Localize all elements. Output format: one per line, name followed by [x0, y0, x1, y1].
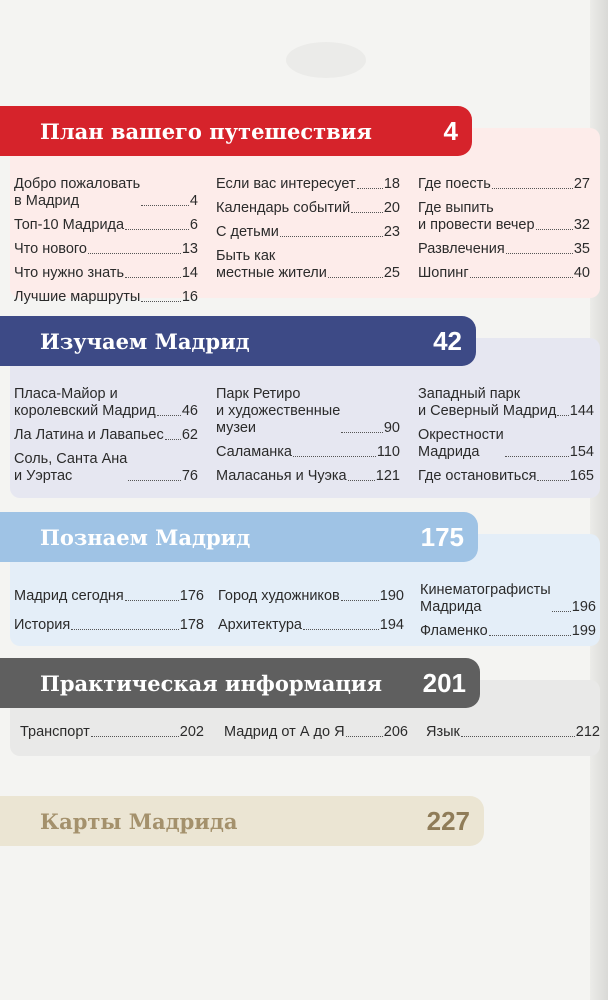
explore-col-3	[418, 386, 594, 492]
toc-entry[interactable]: Парк Ретиро и художественные музеи 90	[216, 386, 400, 436]
toc-entry[interactable]: С детьми 23	[216, 224, 400, 240]
section-maps-title: Карты Мадрида	[40, 808, 238, 834]
toc-entry[interactable]: Саламанка 110	[216, 444, 400, 460]
plan-col-3	[418, 176, 590, 313]
section-practical-entries	[0, 724, 600, 748]
section-plan-entries	[0, 176, 600, 313]
section-explore-banner[interactable]	[0, 316, 476, 366]
plan-col-2	[216, 176, 400, 313]
toc-entry[interactable]: Где остановиться 165	[418, 468, 594, 484]
toc-entry[interactable]: Западный парк и Северный Мадрид 144	[418, 386, 594, 419]
know-col-3	[420, 582, 596, 647]
section-practical	[0, 658, 600, 748]
practical-col-2	[224, 724, 408, 748]
toc-entry[interactable]: Ла Латина и Лавапьес 62	[14, 427, 198, 443]
toc-entry[interactable]: Шопинг 40	[418, 265, 590, 281]
section-practical-page: 201	[422, 667, 466, 698]
toc-entry[interactable]: Добро пожаловать в Мадрид 4	[14, 176, 198, 209]
toc-entry[interactable]: Маласанья и Чуэка 121	[216, 468, 400, 484]
section-maps-banner[interactable]	[0, 796, 484, 846]
toc-entry[interactable]: Что нужно знать 14	[14, 265, 198, 281]
section-know-page: 175	[420, 521, 464, 552]
toc-entry[interactable]: История 178	[14, 617, 204, 633]
toc-entry[interactable]: Если вас интересует 18	[216, 176, 400, 192]
toc-entry[interactable]: Что нового 13	[14, 241, 198, 257]
toc-entry[interactable]: Окрестности Мадрида 154	[418, 427, 594, 460]
practical-col-3	[426, 724, 600, 748]
toc-entry[interactable]: Мадрид сегодня 176	[14, 588, 204, 604]
section-practical-banner[interactable]	[0, 658, 480, 708]
toc-entry[interactable]: Город художников 190	[218, 588, 404, 604]
section-explore-page: 42	[433, 325, 462, 356]
section-maps	[0, 796, 600, 846]
section-explore-entries	[0, 386, 600, 492]
plan-col-1	[14, 176, 198, 313]
section-maps-page: 227	[426, 805, 470, 836]
section-plan-title: План вашего путешествия	[40, 118, 372, 144]
publisher-logo-icon	[286, 42, 366, 78]
section-explore	[0, 316, 600, 492]
toc-entry[interactable]: Фламенко 199	[420, 623, 596, 639]
toc-entry[interactable]: Лучшие маршруты 16	[14, 289, 198, 305]
section-practical-title: Практическая информация	[40, 670, 383, 696]
section-plan	[0, 106, 600, 313]
section-plan-page: 4	[443, 115, 458, 146]
know-col-2	[218, 582, 404, 647]
toc-entry[interactable]: Соль, Санта Ана и Уэртас 76	[14, 451, 198, 484]
section-know-entries	[0, 582, 600, 647]
section-know-banner[interactable]	[0, 512, 478, 562]
section-explore-title: Изучаем Мадрид	[40, 328, 250, 354]
toc-entry[interactable]: Кинематографисты Мадрида 196	[420, 582, 596, 615]
toc-entry[interactable]: Пласа-Майор и королевский Мадрид 46	[14, 386, 198, 419]
section-know-title: Познаем Мадрид	[40, 524, 251, 550]
toc-entry[interactable]: Топ-10 Мадрида 6	[14, 217, 198, 233]
toc-entry[interactable]: Мадрид от А до Я 206	[224, 724, 408, 740]
toc-entry[interactable]: Транспорт 202	[20, 724, 204, 740]
know-col-1	[14, 582, 204, 647]
explore-col-1	[14, 386, 198, 492]
toc-entry[interactable]: Развлечения 35	[418, 241, 590, 257]
toc-entry[interactable]: Архитектура 194	[218, 617, 404, 633]
section-know	[0, 512, 600, 647]
toc-entry[interactable]: Быть как местные жители 25	[216, 248, 400, 281]
toc-entry[interactable]: Где выпить и провести вечер 32	[418, 200, 590, 233]
explore-col-2	[216, 386, 400, 492]
practical-col-1	[20, 724, 204, 748]
toc-entry[interactable]: Календарь событий 20	[216, 200, 400, 216]
section-plan-banner[interactable]	[0, 106, 472, 156]
toc-entry[interactable]: Язык 212	[426, 724, 600, 740]
toc-entry[interactable]: Где поесть 27	[418, 176, 590, 192]
